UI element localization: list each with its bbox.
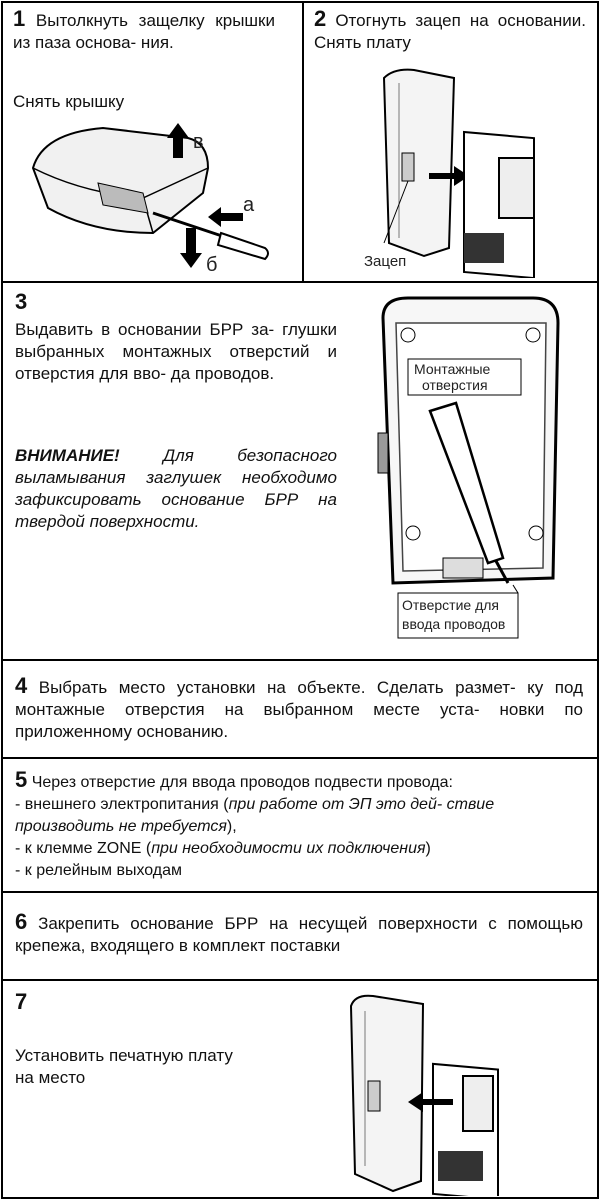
step-6-number: 6 bbox=[15, 909, 28, 934]
step-5-item-2-start: - к клемме ZONE ( bbox=[15, 840, 152, 857]
step-6-text-block bbox=[15, 911, 583, 957]
step-4-text: Выбрать место установки на объекте. Сделать размет- ку под монтажные отверстия на выбранном месте уста- новки по приложенному основанию. bbox=[15, 678, 583, 741]
step-1-number: 1 bbox=[13, 6, 26, 31]
step-7-illustration bbox=[343, 986, 543, 1196]
step-4-cell bbox=[1, 659, 599, 759]
step-3-warning bbox=[15, 445, 337, 533]
label-holes-2: отверстия bbox=[422, 377, 488, 393]
step-1-text: Вытолкнуть защелку крышки из паза основа- ния. bbox=[13, 11, 275, 52]
step-5-item-2-end: ) bbox=[425, 840, 431, 857]
step-5-text-block bbox=[15, 769, 590, 882]
step-6-cell bbox=[1, 891, 599, 981]
step-2-text-block bbox=[314, 8, 586, 54]
step-3-warning-text: Для безопасного выламывания заглушек необходимо зафиксировать основание БРР на твердой поверхности. bbox=[15, 446, 337, 531]
step-7-cell bbox=[1, 979, 599, 1199]
step-5-item-1-italic: при работе от ЭП это дей- ствие производить не требуется bbox=[15, 796, 495, 835]
step-7-text: Установить печатную плату на место bbox=[15, 1046, 233, 1087]
step-5-number: 5 bbox=[15, 767, 28, 792]
step-5-item-2-italic: при необходимости их подключения bbox=[151, 840, 426, 857]
step-7-number: 7 bbox=[15, 989, 28, 1014]
step-2-number: 2 bbox=[314, 6, 327, 31]
step-1-text-block bbox=[13, 8, 275, 54]
label-holes-1: Монтажные bbox=[414, 361, 491, 377]
step-2-text: Отогнуть зацеп на основании. Снять плату bbox=[314, 11, 586, 52]
label-b: б bbox=[206, 254, 218, 276]
step-3-illustration bbox=[368, 293, 588, 653]
step-3-cell bbox=[1, 281, 599, 661]
step-6-text: Закрепить основание БРР на несущей поверхности с помощью крепежа, входящего в комплект поставки bbox=[15, 914, 583, 955]
label-wire-1: Отверстие для bbox=[402, 597, 499, 613]
step-2-illustration bbox=[304, 58, 597, 278]
label-v: в bbox=[193, 131, 204, 153]
step-5-cell bbox=[1, 757, 599, 893]
step-5-item-1-end: ), bbox=[226, 818, 237, 835]
label-hook: Зацеп bbox=[364, 253, 407, 270]
step-2-cell bbox=[302, 1, 599, 283]
step-5-text: Через отверстие для ввода проводов подвести провода: bbox=[31, 774, 453, 791]
step-4-number: 4 bbox=[15, 673, 28, 698]
label-a: а bbox=[243, 194, 255, 216]
step-1-illustration bbox=[3, 113, 302, 283]
step-3-warning-head: ВНИМАНИЕ! bbox=[15, 446, 120, 465]
step-4-text-block bbox=[15, 675, 583, 743]
step-5-item-1-start: - внешнего электропитания ( bbox=[15, 796, 229, 813]
step-3-number: 3 bbox=[15, 289, 28, 314]
step-5-item-3: - к релейным выходам bbox=[15, 862, 183, 879]
step-1-text-2: Снять крышку bbox=[13, 92, 125, 111]
step-3-text: Выдавить в основании БРР за- глушки выбранных монтажных отверстий и отверстия для вво- да проводов. bbox=[15, 320, 337, 383]
label-wire-2: ввода проводов bbox=[402, 616, 506, 632]
step-1-cell bbox=[1, 1, 304, 283]
